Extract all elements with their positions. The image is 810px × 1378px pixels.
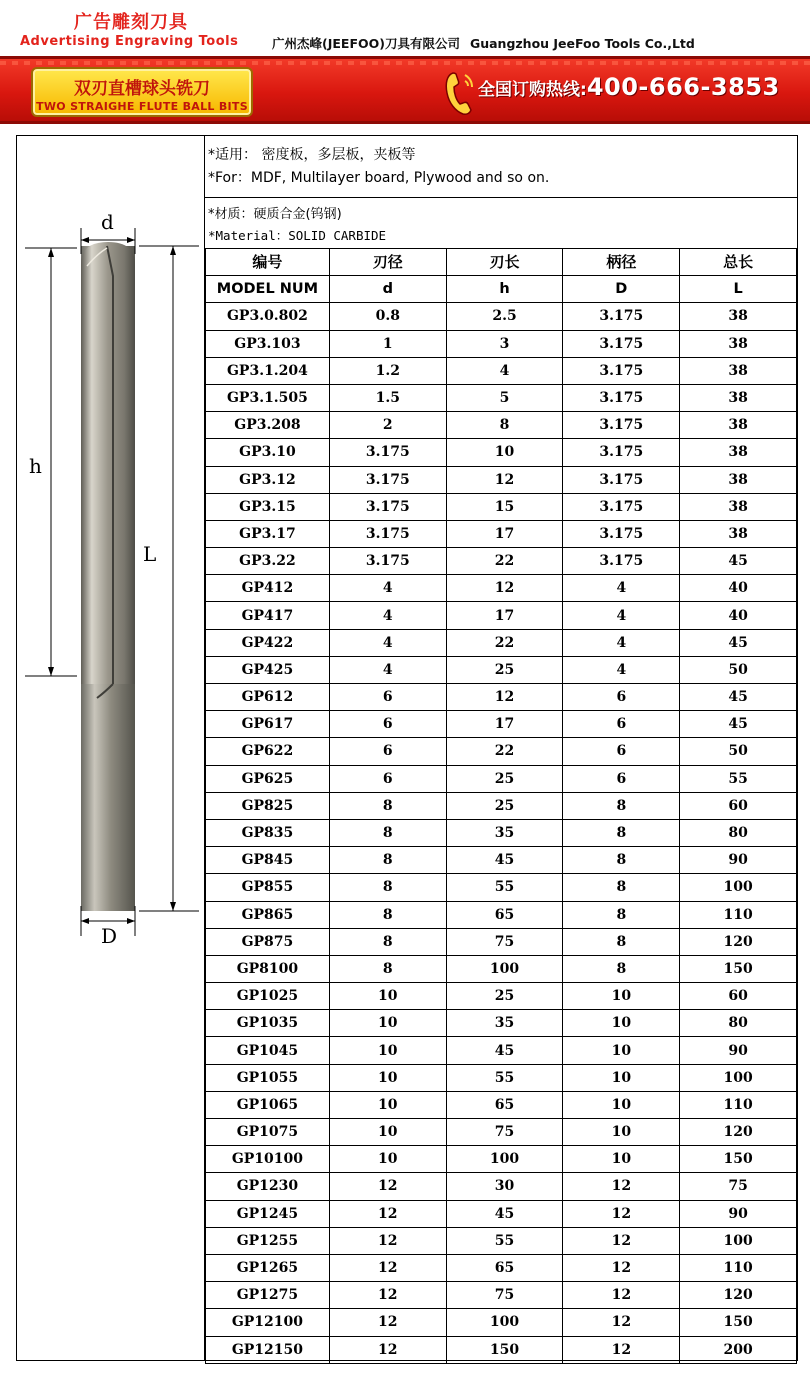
cell-blade-len: 17 xyxy=(446,602,563,629)
usage-cn: *适用： 密度板，多层板，夹板等 xyxy=(208,147,416,163)
hotline xyxy=(478,73,780,101)
cell-blade-dia: 8 xyxy=(329,928,446,955)
cell-blade-len: 2.5 xyxy=(446,303,563,330)
cell-blade-dia: 3.175 xyxy=(329,520,446,547)
cell-blade-dia: 12 xyxy=(329,1254,446,1281)
table-row xyxy=(206,928,797,955)
dimension-label-D: D xyxy=(101,924,118,948)
cell-blade-len: 75 xyxy=(446,928,563,955)
cell-blade-dia: 4 xyxy=(329,656,446,683)
table-row xyxy=(206,1173,797,1200)
cell-model: GP3.10 xyxy=(206,439,330,466)
cell-blade-len: 10 xyxy=(446,439,563,466)
cell-blade-len: 65 xyxy=(446,901,563,928)
cell-blade-len: 12 xyxy=(446,575,563,602)
cell-shank-dia: 3.175 xyxy=(563,412,680,439)
cell-blade-dia: 6 xyxy=(329,738,446,765)
bit-drawing xyxy=(17,136,205,1360)
cell-total-len: 110 xyxy=(680,1254,797,1281)
cell-total-len: 100 xyxy=(680,1227,797,1254)
table-row xyxy=(206,819,797,846)
table-row xyxy=(206,1282,797,1309)
cell-model: GP855 xyxy=(206,874,330,901)
cell-model: GP1025 xyxy=(206,983,330,1010)
cell-blade-len: 5 xyxy=(446,384,563,411)
header-D-cn: 柄径 xyxy=(563,249,680,276)
cell-shank-dia: 8 xyxy=(563,901,680,928)
header-D-en: D xyxy=(563,276,680,303)
cell-blade-len: 15 xyxy=(446,493,563,520)
cell-blade-dia: 6 xyxy=(329,684,446,711)
cell-model: GP875 xyxy=(206,928,330,955)
cell-blade-len: 4 xyxy=(446,357,563,384)
cell-shank-dia: 4 xyxy=(563,575,680,602)
cell-blade-dia: 8 xyxy=(329,874,446,901)
cell-model: GP412 xyxy=(206,575,330,602)
cell-model: GP612 xyxy=(206,684,330,711)
cell-model: GP617 xyxy=(206,711,330,738)
cell-shank-dia: 6 xyxy=(563,711,680,738)
cell-shank-dia: 3.175 xyxy=(563,357,680,384)
table-row xyxy=(206,874,797,901)
company-name xyxy=(272,34,695,52)
cell-shank-dia: 4 xyxy=(563,656,680,683)
header-L-cn: 总长 xyxy=(680,249,797,276)
cell-shank-dia: 12 xyxy=(563,1227,680,1254)
cell-blade-dia: 12 xyxy=(329,1227,446,1254)
cell-blade-dia: 12 xyxy=(329,1173,446,1200)
cell-model: GP8100 xyxy=(206,955,330,982)
cell-blade-len: 22 xyxy=(446,629,563,656)
cell-model: GP3.1.204 xyxy=(206,357,330,384)
cell-model: GP825 xyxy=(206,792,330,819)
cell-total-len: 150 xyxy=(680,955,797,982)
cell-blade-len: 45 xyxy=(446,1037,563,1064)
cell-total-len: 80 xyxy=(680,1010,797,1037)
bit-dimension-diagram xyxy=(17,136,205,1360)
cell-shank-dia: 3.175 xyxy=(563,520,680,547)
cell-total-len: 38 xyxy=(680,384,797,411)
cell-shank-dia: 10 xyxy=(563,1037,680,1064)
cell-shank-dia: 6 xyxy=(563,738,680,765)
cell-shank-dia: 12 xyxy=(563,1254,680,1281)
cell-blade-len: 25 xyxy=(446,765,563,792)
cell-blade-len: 75 xyxy=(446,1119,563,1146)
cell-blade-dia: 12 xyxy=(329,1200,446,1227)
cell-total-len: 38 xyxy=(680,493,797,520)
cell-blade-len: 65 xyxy=(446,1091,563,1118)
cell-blade-len: 35 xyxy=(446,1010,563,1037)
table-row xyxy=(206,466,797,493)
cell-shank-dia: 10 xyxy=(563,1119,680,1146)
cell-shank-dia: 3.175 xyxy=(563,384,680,411)
material-en: *Material：SOLID CARBIDE xyxy=(208,228,387,243)
product-title-badge xyxy=(33,69,251,115)
cell-blade-dia: 8 xyxy=(329,792,446,819)
cell-model: GP1045 xyxy=(206,1037,330,1064)
header-model-en: MODEL NUM xyxy=(206,276,330,303)
cell-model: GP425 xyxy=(206,656,330,683)
cell-blade-len: 12 xyxy=(446,684,563,711)
cell-blade-len: 45 xyxy=(446,847,563,874)
cell-shank-dia: 3.175 xyxy=(563,548,680,575)
table-row xyxy=(206,1309,797,1336)
cell-shank-dia: 12 xyxy=(563,1309,680,1336)
product-title-cn: 双刃直槽球头铣刀 xyxy=(74,79,210,99)
cell-blade-len: 55 xyxy=(446,1064,563,1091)
cell-blade-len: 30 xyxy=(446,1173,563,1200)
table-row xyxy=(206,792,797,819)
cell-blade-dia: 3.175 xyxy=(329,548,446,575)
cell-model: GP865 xyxy=(206,901,330,928)
cell-model: GP12150 xyxy=(206,1336,330,1363)
table-row xyxy=(206,1146,797,1173)
cell-model: GP3.208 xyxy=(206,412,330,439)
table-row xyxy=(206,357,797,384)
cell-model: GP1055 xyxy=(206,1064,330,1091)
cell-blade-len: 17 xyxy=(446,711,563,738)
cell-blade-len: 12 xyxy=(446,466,563,493)
cell-shank-dia: 10 xyxy=(563,1010,680,1037)
product-title-en: TWO STRAIGHE FLUTE BALL BITS xyxy=(36,100,248,113)
usage-note xyxy=(205,136,797,198)
cell-blade-len: 17 xyxy=(446,520,563,547)
cell-shank-dia: 4 xyxy=(563,629,680,656)
cell-blade-len: 100 xyxy=(446,1309,563,1336)
header-h-cn: 刃长 xyxy=(446,249,563,276)
cell-shank-dia: 4 xyxy=(563,602,680,629)
cell-shank-dia: 3.175 xyxy=(563,466,680,493)
cell-total-len: 50 xyxy=(680,656,797,683)
cell-blade-dia: 10 xyxy=(329,1091,446,1118)
cell-total-len: 55 xyxy=(680,765,797,792)
table-row xyxy=(206,656,797,683)
cell-blade-dia: 8 xyxy=(329,955,446,982)
table-row xyxy=(206,901,797,928)
cell-shank-dia: 6 xyxy=(563,684,680,711)
cell-blade-dia: 1.5 xyxy=(329,384,446,411)
cell-total-len: 100 xyxy=(680,1064,797,1091)
table-row xyxy=(206,1227,797,1254)
table-row xyxy=(206,738,797,765)
spec-table xyxy=(205,248,797,1364)
cell-blade-len: 22 xyxy=(446,738,563,765)
cell-model: GP1230 xyxy=(206,1173,330,1200)
cell-model: GP3.15 xyxy=(206,493,330,520)
table-row xyxy=(206,1200,797,1227)
cell-total-len: 100 xyxy=(680,874,797,901)
cell-shank-dia: 12 xyxy=(563,1336,680,1363)
cell-total-len: 38 xyxy=(680,303,797,330)
cell-blade-dia: 3.175 xyxy=(329,466,446,493)
cell-model: GP1035 xyxy=(206,1010,330,1037)
cell-total-len: 38 xyxy=(680,439,797,466)
cell-model: GP417 xyxy=(206,602,330,629)
cell-blade-len: 65 xyxy=(446,1254,563,1281)
table-row xyxy=(206,384,797,411)
cell-shank-dia: 8 xyxy=(563,955,680,982)
cell-total-len: 90 xyxy=(680,847,797,874)
brand-name-cn: 广告雕刻刀具 xyxy=(74,12,188,33)
table-row xyxy=(206,330,797,357)
cell-blade-dia: 6 xyxy=(329,765,446,792)
cell-blade-dia: 8 xyxy=(329,819,446,846)
cell-blade-len: 55 xyxy=(446,1227,563,1254)
table-row xyxy=(206,1010,797,1037)
cell-shank-dia: 8 xyxy=(563,819,680,846)
cell-blade-dia: 12 xyxy=(329,1336,446,1363)
brand-name-en: Advertising Engraving Tools xyxy=(20,34,239,49)
cell-model: GP1265 xyxy=(206,1254,330,1281)
header-d-cn: 刃径 xyxy=(329,249,446,276)
table-row xyxy=(206,1064,797,1091)
header-L-en: L xyxy=(680,276,797,303)
hotline-number: 400-666-3853 xyxy=(586,73,780,101)
cell-blade-len: 25 xyxy=(446,983,563,1010)
product-banner xyxy=(0,56,810,124)
cell-model: GP3.1.505 xyxy=(206,384,330,411)
cell-total-len: 38 xyxy=(680,330,797,357)
cell-model: GP625 xyxy=(206,765,330,792)
table-header-row-cn xyxy=(206,249,797,276)
cell-model: GP3.0.802 xyxy=(206,303,330,330)
cell-blade-dia: 1 xyxy=(329,330,446,357)
cell-shank-dia: 12 xyxy=(563,1173,680,1200)
table-row xyxy=(206,548,797,575)
cell-blade-len: 75 xyxy=(446,1282,563,1309)
table-row xyxy=(206,1254,797,1281)
cell-total-len: 120 xyxy=(680,928,797,955)
table-row xyxy=(206,493,797,520)
material-cn: *材质：硬质合金(钨钢) xyxy=(208,207,342,222)
cell-blade-len: 8 xyxy=(446,412,563,439)
cell-total-len: 45 xyxy=(680,548,797,575)
cell-total-len: 60 xyxy=(680,983,797,1010)
cell-shank-dia: 3.175 xyxy=(563,493,680,520)
company-name-en: Guangzhou JeeFoo Tools Co.,Ltd xyxy=(469,36,695,51)
cell-total-len: 120 xyxy=(680,1119,797,1146)
company-name-cn: 广州杰峰(JEEFOO)刀具有限公司 xyxy=(272,36,460,51)
cell-total-len: 38 xyxy=(680,520,797,547)
spec-panel xyxy=(205,136,797,1360)
cell-model: GP1065 xyxy=(206,1091,330,1118)
dimension-label-L: L xyxy=(143,542,157,566)
cell-shank-dia: 8 xyxy=(563,792,680,819)
cell-blade-dia: 12 xyxy=(329,1309,446,1336)
table-row xyxy=(206,1037,797,1064)
cell-total-len: 150 xyxy=(680,1146,797,1173)
cell-total-len: 45 xyxy=(680,684,797,711)
header-model-cn: 编号 xyxy=(206,249,330,276)
table-row xyxy=(206,602,797,629)
cell-model: GP10100 xyxy=(206,1146,330,1173)
cell-blade-len: 3 xyxy=(446,330,563,357)
cell-shank-dia: 8 xyxy=(563,847,680,874)
cell-total-len: 45 xyxy=(680,711,797,738)
header-h-en: h xyxy=(446,276,563,303)
cell-total-len: 80 xyxy=(680,819,797,846)
page-header xyxy=(0,0,810,56)
table-row xyxy=(206,303,797,330)
cell-shank-dia: 8 xyxy=(563,928,680,955)
cell-shank-dia: 10 xyxy=(563,1146,680,1173)
cell-blade-dia: 12 xyxy=(329,1282,446,1309)
cell-blade-len: 25 xyxy=(446,656,563,683)
cell-shank-dia: 3.175 xyxy=(563,330,680,357)
cell-blade-dia: 10 xyxy=(329,1037,446,1064)
cell-shank-dia: 10 xyxy=(563,1091,680,1118)
cell-model: GP1075 xyxy=(206,1119,330,1146)
cell-blade-dia: 4 xyxy=(329,602,446,629)
table-row xyxy=(206,575,797,602)
cell-model: GP12100 xyxy=(206,1309,330,1336)
cell-model: GP3.17 xyxy=(206,520,330,547)
cell-model: GP835 xyxy=(206,819,330,846)
cell-total-len: 38 xyxy=(680,357,797,384)
cell-total-len: 75 xyxy=(680,1173,797,1200)
cell-model: GP1255 xyxy=(206,1227,330,1254)
cell-total-len: 45 xyxy=(680,629,797,656)
cell-total-len: 60 xyxy=(680,792,797,819)
cell-shank-dia: 12 xyxy=(563,1282,680,1309)
cell-blade-len: 150 xyxy=(446,1336,563,1363)
cell-blade-len: 22 xyxy=(446,548,563,575)
table-row xyxy=(206,847,797,874)
cell-shank-dia: 6 xyxy=(563,765,680,792)
cell-total-len: 40 xyxy=(680,602,797,629)
cell-total-len: 38 xyxy=(680,412,797,439)
cell-blade-dia: 2 xyxy=(329,412,446,439)
cell-shank-dia: 3.175 xyxy=(563,439,680,466)
dimension-label-h: h xyxy=(29,454,42,478)
cell-blade-len: 100 xyxy=(446,955,563,982)
cell-total-len: 110 xyxy=(680,901,797,928)
cell-blade-len: 55 xyxy=(446,874,563,901)
cell-blade-len: 35 xyxy=(446,819,563,846)
table-row xyxy=(206,684,797,711)
table-row xyxy=(206,711,797,738)
cell-shank-dia: 8 xyxy=(563,874,680,901)
cell-blade-dia: 3.175 xyxy=(329,493,446,520)
cell-blade-dia: 10 xyxy=(329,1146,446,1173)
cell-total-len: 50 xyxy=(680,738,797,765)
cell-model: GP3.103 xyxy=(206,330,330,357)
cell-blade-dia: 8 xyxy=(329,847,446,874)
cell-blade-dia: 1.2 xyxy=(329,357,446,384)
cell-total-len: 150 xyxy=(680,1309,797,1336)
cell-blade-len: 45 xyxy=(446,1200,563,1227)
cell-blade-dia: 4 xyxy=(329,575,446,602)
cell-total-len: 90 xyxy=(680,1037,797,1064)
cell-model: GP1245 xyxy=(206,1200,330,1227)
cell-blade-dia: 6 xyxy=(329,711,446,738)
table-row xyxy=(206,439,797,466)
cell-total-len: 40 xyxy=(680,575,797,602)
cell-blade-len: 100 xyxy=(446,1146,563,1173)
spec-sheet xyxy=(16,135,798,1361)
phone-icon xyxy=(443,69,477,117)
cell-total-len: 120 xyxy=(680,1282,797,1309)
cell-blade-dia: 10 xyxy=(329,1119,446,1146)
cell-model: GP1275 xyxy=(206,1282,330,1309)
cell-shank-dia: 10 xyxy=(563,1064,680,1091)
table-row xyxy=(206,629,797,656)
cell-total-len: 200 xyxy=(680,1336,797,1363)
cell-total-len: 38 xyxy=(680,466,797,493)
cell-blade-dia: 10 xyxy=(329,1064,446,1091)
cell-blade-dia: 3.175 xyxy=(329,439,446,466)
table-row xyxy=(206,412,797,439)
cell-model: GP422 xyxy=(206,629,330,656)
cell-blade-dia: 10 xyxy=(329,1010,446,1037)
table-row xyxy=(206,1091,797,1118)
usage-en: *For：MDF, Multilayer board, Plywood and so on. xyxy=(208,170,550,186)
cell-shank-dia: 10 xyxy=(563,983,680,1010)
table-row xyxy=(206,955,797,982)
cell-blade-dia: 4 xyxy=(329,629,446,656)
table-row xyxy=(206,765,797,792)
cell-blade-len: 25 xyxy=(446,792,563,819)
table-row xyxy=(206,520,797,547)
table-row xyxy=(206,1336,797,1363)
cell-total-len: 110 xyxy=(680,1091,797,1118)
hotline-label: 全国订购热线: xyxy=(478,80,587,100)
spec-table-body xyxy=(206,249,797,1364)
header-d-en: d xyxy=(329,276,446,303)
bit-flute xyxy=(81,242,135,684)
material-note xyxy=(205,198,797,248)
cell-blade-dia: 10 xyxy=(329,983,446,1010)
cell-blade-dia: 0.8 xyxy=(329,303,446,330)
cell-total-len: 90 xyxy=(680,1200,797,1227)
cell-model: GP3.22 xyxy=(206,548,330,575)
table-header-row-en xyxy=(206,276,797,303)
cell-model: GP622 xyxy=(206,738,330,765)
cell-shank-dia: 3.175 xyxy=(563,303,680,330)
cell-blade-dia: 8 xyxy=(329,901,446,928)
table-row xyxy=(206,983,797,1010)
table-row xyxy=(206,1119,797,1146)
cell-model: GP3.12 xyxy=(206,466,330,493)
dimension-label-d: d xyxy=(101,210,114,234)
cell-model: GP845 xyxy=(206,847,330,874)
cell-shank-dia: 12 xyxy=(563,1200,680,1227)
